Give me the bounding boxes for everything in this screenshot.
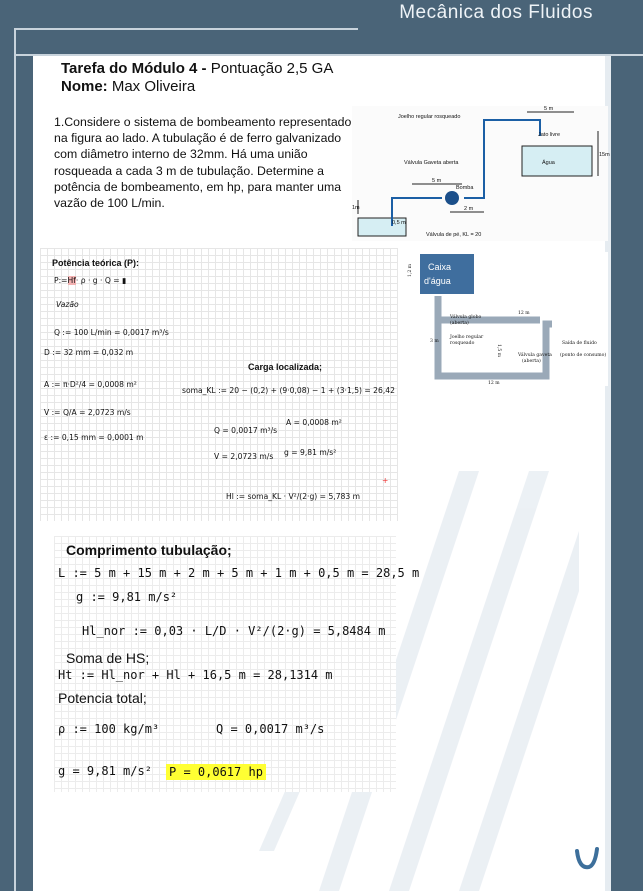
diameter-equation: D := 32 mm = 0,032 m xyxy=(44,348,134,357)
task-title: Tarefa do Módulo 4 - Pontuação 2,5 GA xyxy=(61,60,334,77)
svg-text:3 m: 3 m xyxy=(430,339,439,344)
velocity-equation: V := Q/A = 2,0723 m/s xyxy=(44,408,131,417)
svg-text:Saída de fluido: Saída de fluido xyxy=(562,341,597,346)
length-equation: L := 5 m + 15 m + 2 m + 5 m + 1 m + 0,5 m = 28,5 m xyxy=(58,566,420,580)
student-name: Nome: Max Oliveira xyxy=(61,78,196,95)
svg-text:(aberta): (aberta) xyxy=(450,321,469,326)
area-value: A = 0,0008 m² xyxy=(286,418,342,427)
svg-text:Válvula de pé, KL = 20: Válvula de pé, KL = 20 xyxy=(426,232,482,238)
power-title: Potência teórica (P): xyxy=(52,258,140,268)
power-equation: P:=Hf· ρ · g · Q = ▮ xyxy=(54,276,127,285)
svg-text:1m: 1m xyxy=(352,205,360,211)
svg-text:12 m: 12 m xyxy=(488,381,500,386)
flow-label: Vazão xyxy=(56,300,79,309)
svg-text:rosqueado: rosqueado xyxy=(450,341,475,346)
calc-sheet-2 xyxy=(54,536,420,792)
total-power-title: Potencia total; xyxy=(58,690,147,706)
velocity-value: V = 2,0723 m/s xyxy=(214,452,274,461)
length-title: Comprimento tubulação; xyxy=(66,542,232,558)
svg-text:5 m: 5 m xyxy=(432,178,442,184)
svg-text:d'água: d'água xyxy=(424,276,451,286)
svg-text:Válvula globo: Válvula globo xyxy=(450,315,482,320)
svg-text:5 m: 5 m xyxy=(544,106,554,112)
roughness-equation: ε := 0,15 mm = 0,0001 m xyxy=(44,433,144,442)
power-result: P = 0,0617 hp xyxy=(166,764,266,780)
flow-value: Q = 0,0017 m³/s xyxy=(214,426,278,435)
density-equation: ρ := 100 kg/m³ xyxy=(58,722,160,736)
flow-result: Q = 0,0017 m³/s xyxy=(216,722,325,736)
frame-line-top xyxy=(14,28,358,30)
svg-text:Joelho regular rosqueado: Joelho regular rosqueado xyxy=(398,114,461,120)
distributed-loss-equation: Hl_nor := 0,03 · L/D · V²/(2·g) = 5,8484 m xyxy=(82,624,386,638)
svg-text:Joelho regular: Joelho regular xyxy=(450,335,484,340)
pump-system-figure xyxy=(352,106,608,241)
svg-text:1,2 m: 1,2 m xyxy=(408,263,413,277)
svg-text:Bomba: Bomba xyxy=(456,185,474,191)
brand-logo-icon xyxy=(573,845,601,873)
gravity-result: g = 9,81 m/s² xyxy=(58,764,152,778)
water-tank-figure xyxy=(400,252,608,386)
svg-text:1,5 m: 1,5 m xyxy=(496,344,501,358)
flow-equation: Q := 100 L/min = 0,0017 m³/s xyxy=(54,328,169,337)
local-loss-title: Carga localizada; xyxy=(248,362,323,372)
svg-text:0,5 m: 0,5 m xyxy=(392,220,406,226)
side-strip xyxy=(611,56,643,891)
pump-icon xyxy=(445,191,459,205)
question-text: 1.Considere o sistema de bombeamento representado na figura ao lado. A tubulação é de ferro galvanizado com diâmetro interno de 32mm. Há uma união rosqueada a cada 3 m de tubulação. Determine a potência de bombeamento, em hp, para manter uma vazão de 100 L/min. xyxy=(54,115,352,211)
svg-text:12 m: 12 m xyxy=(518,311,530,316)
gravity-value: g = 9,81 m/s² xyxy=(284,448,337,457)
kl-sum-equation: soma_KL := 20 − (0,2) + (9·0,08) − 1 + (3·1,5) = 26,42 xyxy=(182,386,395,395)
svg-text:2 m: 2 m xyxy=(464,206,474,212)
svg-text:(ponto de consumo): (ponto de consumo) xyxy=(560,353,607,358)
svg-text:Jato livre: Jato livre xyxy=(538,132,561,138)
sum-title: Soma de HS; xyxy=(66,650,150,666)
svg-text:Válvula Gaveta aberta: Válvula Gaveta aberta xyxy=(404,160,459,166)
gravity-equation: g := 9,81 m/s² xyxy=(76,590,178,604)
calc-sheet-1 xyxy=(40,248,398,521)
cursor-plus: + xyxy=(382,476,389,485)
top-band xyxy=(0,0,643,30)
course-title: Mecânica dos Fluidos xyxy=(399,2,593,23)
svg-text:(aberta): (aberta) xyxy=(522,359,541,364)
local-head-loss: Hl := soma_KL · V²/(2·g) = 5,783 m xyxy=(226,492,360,501)
area-equation: A := π·D²/4 = 0,0008 m² xyxy=(44,380,137,389)
total-head-equation: Ht := Hl_nor + Hl + 16,5 m = 28,1314 m xyxy=(58,668,333,682)
svg-text:Água: Água xyxy=(542,160,555,166)
task-header xyxy=(61,60,333,96)
water-tank xyxy=(420,254,474,294)
svg-text:Caixa: Caixa xyxy=(428,262,452,272)
svg-text:Válvula gaveta: Válvula gaveta xyxy=(518,353,552,358)
frame-line-left xyxy=(14,28,16,891)
svg-text:15m: 15m xyxy=(599,152,610,158)
